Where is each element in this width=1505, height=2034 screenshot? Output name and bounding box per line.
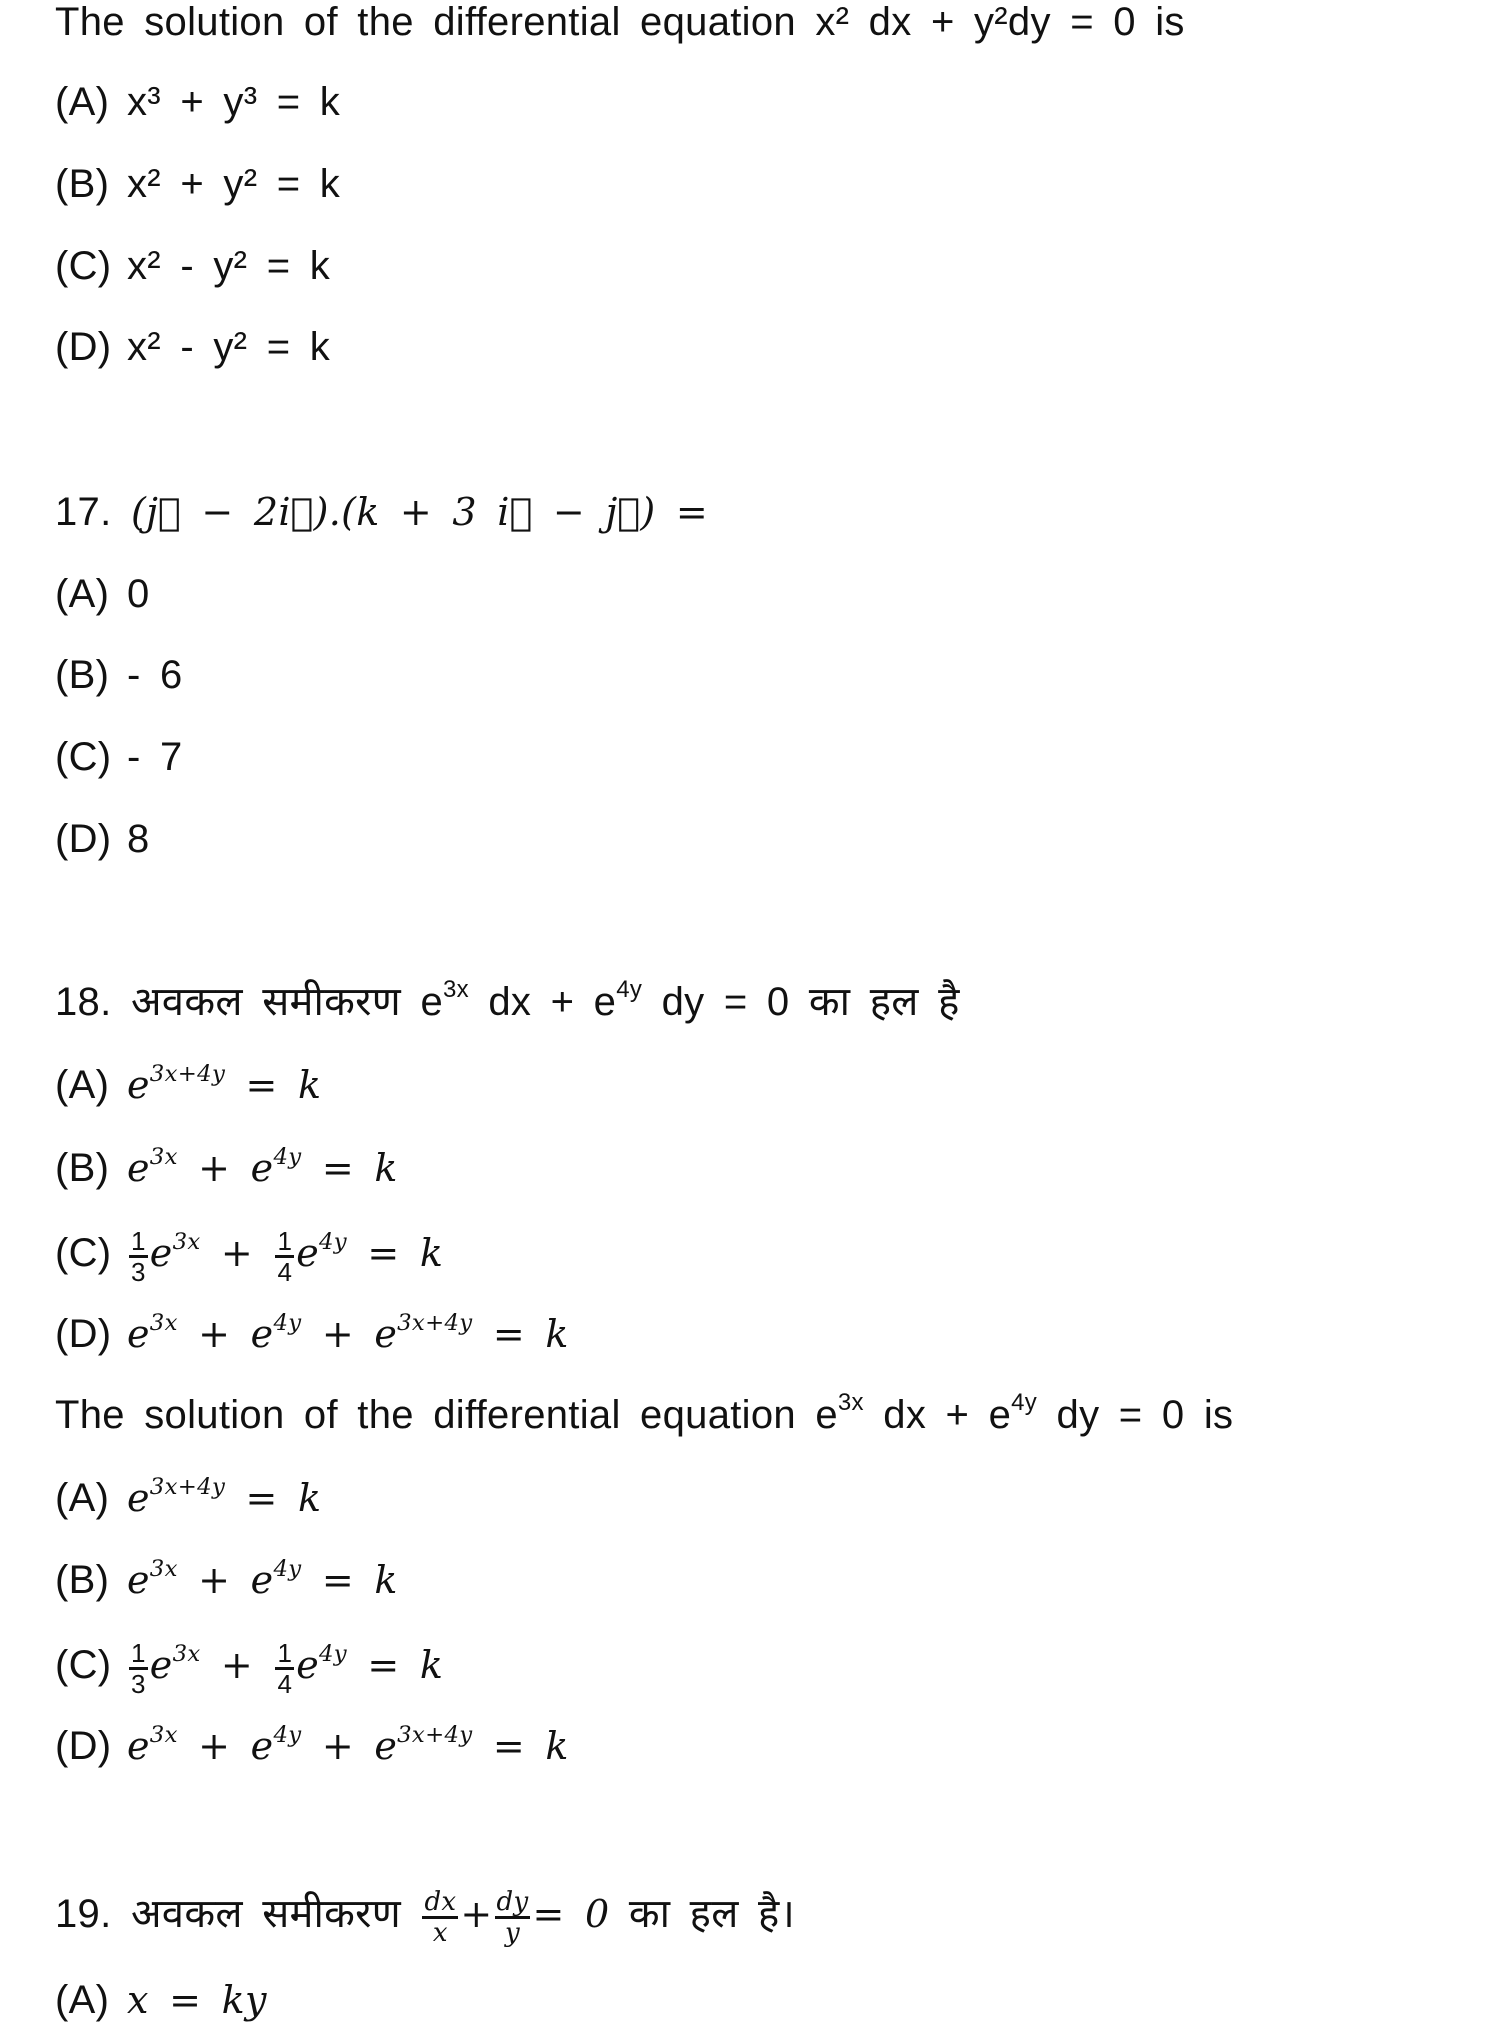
question-text-suffix: का हल है। [628,1892,796,1936]
question-18-english [55,1391,1233,1439]
question-17 [55,488,708,536]
option-text: x² + y² = k [127,162,341,206]
q16-option-c[interactable] [55,242,330,290]
option-text: x² - y² = k [127,325,331,369]
option-text: x³ + y³ = k [127,80,341,124]
q18-option-c[interactable] [55,1227,443,1286]
q17-option-c[interactable] [55,733,183,781]
q18-en-option-c[interactable] [55,1639,443,1698]
question-text-prefix: The solution of the differential equation [55,1393,796,1437]
q18-option-d[interactable] [55,1310,569,1358]
question-text: The solution of the differential equation x² dx + y²dy = 0 is [55,0,1185,44]
option-label: (B) [55,162,110,206]
option-equation: $e^{3x} + e^{4y} + e^{3x+4y} = k$ [127,1309,569,1356]
q17-option-a[interactable] [55,570,150,618]
question-number: 18. [55,980,112,1024]
option-equation: x = ky [127,1978,267,2022]
option-equation: $e^{3x} + e^{4y} = k$ [127,1143,398,1190]
question-number: 17. [55,490,112,534]
question-text-suffix: is [1203,1393,1234,1437]
question-equation: $\frac{dx}{x}$ + $\frac{dy}{y}$ = 0 [424,1887,610,1948]
option-label: (A) [55,572,110,616]
option-label: (A) [55,1978,110,2022]
option-label: (A) [55,80,110,124]
option-label: (B) [55,653,110,697]
question-18-hindi [55,978,960,1026]
option-equation: $e^{3x+4y} = k$ [127,1060,322,1107]
option-label: (A) [55,1476,110,1520]
option-label: (D) [55,1724,112,1768]
option-label: (C) [55,244,112,288]
question-text-suffix: का हल है [808,980,960,1024]
option-equation: $e^{3x} + e^{4y} = k$ [127,1555,398,1602]
option-text: 8 [127,817,150,861]
question-19-hindi [55,1888,795,1947]
q18-en-option-b[interactable] [55,1556,398,1604]
q17-option-b[interactable] [55,651,183,699]
question-equation: $e^{3x}$ dx + $e^{4y}$ dy = 0 [420,976,790,1024]
question-text-prefix: अवकल समीकरण [130,1892,402,1936]
question-16-text [55,0,1185,46]
option-label: (D) [55,817,112,861]
question-text-prefix: अवकल समीकरण [130,980,402,1024]
option-equation: $\frac{1}{3}$ $e^{3x}$ + $\frac{1}{4}$ $e^{4y} = k$ [131,1226,444,1287]
option-label: (C) [55,735,112,779]
q18-option-a[interactable] [55,1061,321,1109]
q18-option-b[interactable] [55,1144,398,1192]
q18-en-option-d[interactable] [55,1722,569,1770]
option-text: - 7 [127,735,183,779]
option-text: - 6 [127,653,183,697]
q16-option-d[interactable] [55,323,330,371]
q18-en-option-a[interactable] [55,1474,321,1522]
option-label: (D) [55,1312,112,1356]
option-label: (C) [55,1231,112,1275]
option-equation: $e^{3x} + e^{4y} + e^{3x+4y} = k$ [127,1721,569,1768]
q19-option-a[interactable] [55,1976,267,2024]
option-label: (A) [55,1063,110,1107]
option-equation: $e^{3x+4y} = k$ [127,1473,322,1520]
option-text: 0 [127,572,150,616]
q17-option-d[interactable] [55,815,150,863]
question-equation: $e^{3x}$ dx + $e^{4y}$ dy = 0 [815,1389,1185,1437]
option-equation: $\frac{1}{3}$ $e^{3x}$ + $\frac{1}{4}$ $e^{4y} = k$ [131,1638,444,1699]
option-label: (C) [55,1643,112,1687]
option-text: x² - y² = k [127,244,331,288]
option-label: (B) [55,1558,110,1602]
q16-option-b[interactable] [55,160,340,208]
option-label: (B) [55,1146,110,1190]
question-equation: (j⃗ − 2i⃗).(k + 3 i⃗ − j⃗) = [130,490,708,534]
question-number: 19. [55,1892,112,1936]
q16-option-a[interactable] [55,78,340,126]
option-label: (D) [55,325,112,369]
